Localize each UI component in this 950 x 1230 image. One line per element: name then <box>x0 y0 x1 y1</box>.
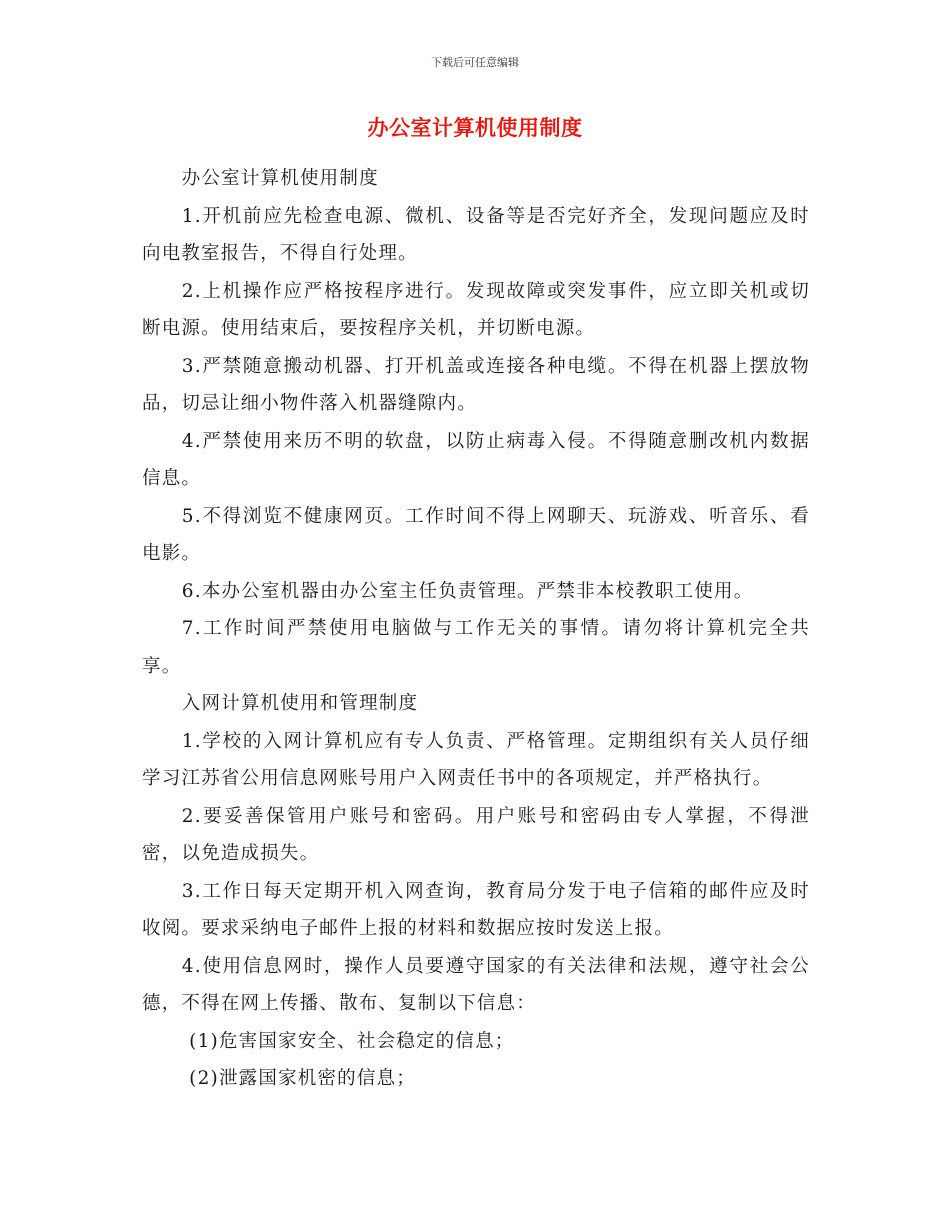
paragraph: 4.使用信息网时，操作人员要遵守国家的有关法律和法规，遵守社会公德，不得在网上传播、散布、复制以下信息： <box>142 955 810 1014</box>
paragraph: 3.严禁随意搬动机器、打开机盖或连接各种电缆。不得在机器上摆放物品，切忌让细小物件落入机器缝隙内。 <box>142 355 810 414</box>
paragraph: 3.工作日每天定期开机入网查询，教育局分发于电子信箱的邮件应及时收阅。要求采纳电子邮件上报的材料和数据应按时发送上报。 <box>142 880 810 939</box>
paragraph: 2.要妥善保管用户账号和密码。用户账号和密码由专人掌握，不得泄密，以免造成损失。 <box>142 805 810 864</box>
paragraph: 4.严禁使用来历不明的软盘，以防止病毒入侵。不得随意删改机内数据信息。 <box>142 430 810 489</box>
paragraph: 2.上机操作应严格按程序进行。发现故障或突发事件，应立即关机或切断电源。使用结束后，要按程序关机，并切断电源。 <box>142 280 810 339</box>
paragraph: 1.学校的入网计算机应有专人负责、严格管理。定期组织有关人员仔细学习江苏省公用信息网账号用户入网责任书中的各项规定，并严格执行。 <box>142 730 810 789</box>
paragraph: 7.工作时间严禁使用电脑做与工作无关的事情。请勿将计算机完全共享。 <box>142 618 810 677</box>
document-title: 办公室计算机使用制度 <box>367 116 583 140</box>
section-heading: 办公室计算机使用制度 <box>181 168 379 189</box>
list-item: (2)泄露国家机密的信息； <box>189 1068 416 1089</box>
list-item: (1)危害国家安全、社会稳定的信息； <box>189 1030 515 1052</box>
section-heading: 入网计算机使用和管理制度 <box>181 693 419 714</box>
paragraph: 5.不得浏览不健康网页。工作时间不得上网聊天、玩游戏、听音乐、看电影。 <box>142 505 810 564</box>
paragraph: 6.本办公室机器由办公室主任负责管理。严禁非本校教职工使用。 <box>181 580 754 602</box>
document-body <box>142 160 810 1098</box>
paragraph: 1.开机前应先检查电源、微机、设备等是否完好齐全，发现问题应及时向电教室报告，不得自行处理。 <box>142 205 810 264</box>
header-note: 下载后可任意编辑 <box>431 56 519 69</box>
